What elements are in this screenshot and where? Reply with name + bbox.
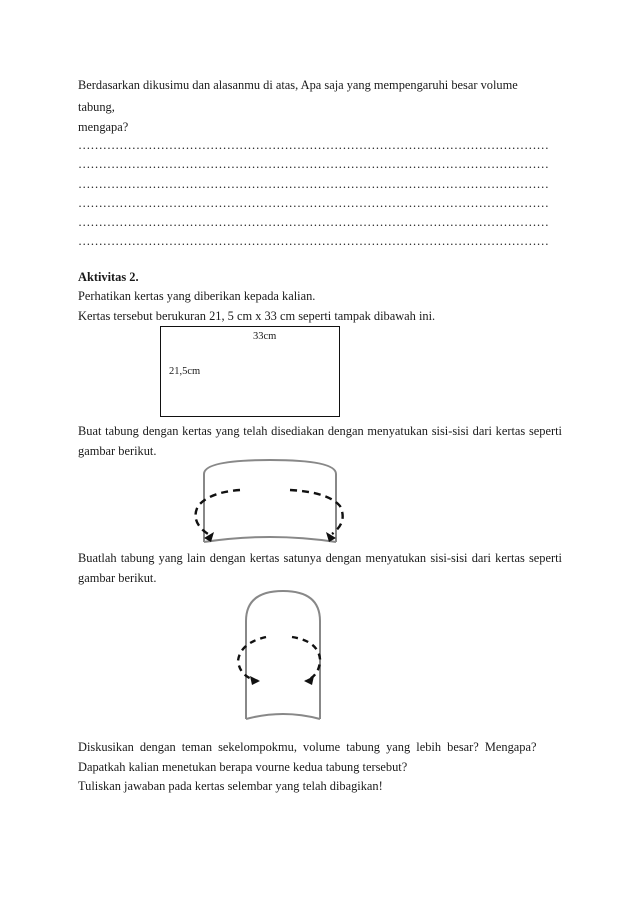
instruction-2: Buatlah tabung yang lain dengan kertas satunya dengan menyatukan sisi-sisi dari kertas seperti gambar berikut.: [78, 551, 562, 585]
discussion-line-2: Dapatkah kalian menetukan berapa vourne kedua tabung tersebut?: [78, 760, 408, 774]
tall-cylinder-figure: [228, 585, 338, 725]
discussion-line-3: Tuliskan jawaban pada kertas selembar yang telah dibagikan!: [78, 779, 383, 793]
question-line-2: tabung,: [78, 100, 115, 114]
paper-height-label: 21,5cm: [169, 366, 201, 377]
answer-line: ……………………………………………………………………………………………………: [78, 196, 549, 210]
activity-line-1: Perhatikan kertas yang diberikan kepada kalian.: [78, 289, 316, 303]
instruction-1: Buat tabung dengan kertas yang telah disediakan dengan menyatukan sisi-sisi dari kertas seperti gambar berikut.: [78, 424, 562, 458]
answer-line: ……………………………………………………………………………………………………: [78, 138, 549, 152]
activity-heading: Aktivitas 2.: [78, 270, 139, 284]
short-cylinder-figure: [180, 454, 360, 546]
answer-line: ……………………………………………………………………………………………………: [78, 157, 549, 171]
paper-width-label: 33cm: [253, 331, 277, 342]
answer-line: ……………………………………………………………………………………………………: [78, 215, 549, 229]
discussion-line-1: Diskusikan dengan teman sekelompokmu, volume tabung yang lebih besar? Mengapa?: [78, 740, 537, 754]
activity-line-2: Kertas tersebut berukuran 21, 5 cm x 33 cm seperti tampak dibawah ini.: [78, 309, 436, 323]
answer-line: ……………………………………………………………………………………………………: [78, 177, 549, 191]
question-line-3: mengapa?: [78, 120, 129, 134]
question-line-1: Berdasarkan dikusimu dan alasanmu di atas, Apa saja yang mempengaruhi besar volume: [78, 78, 518, 92]
answer-line: ……………………………………………………………………………………………………: [78, 234, 549, 248]
